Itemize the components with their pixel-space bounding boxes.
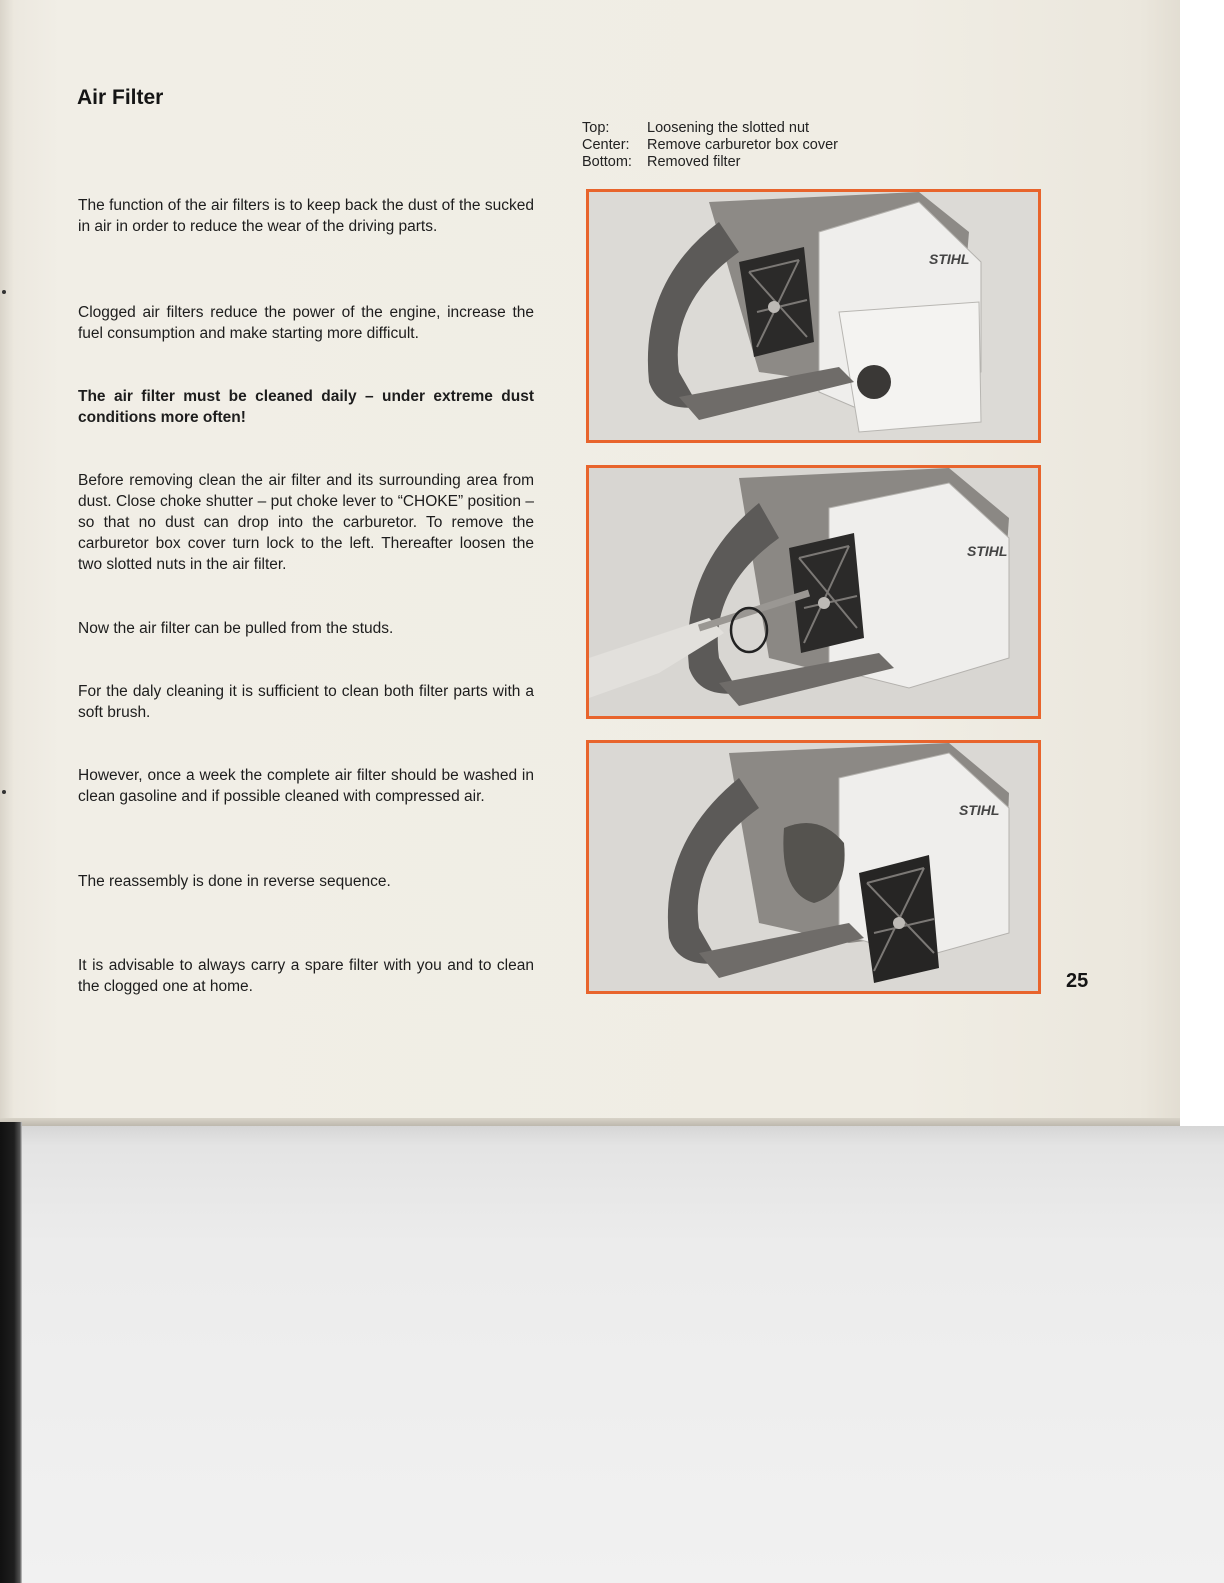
caption-key: Top:: [582, 120, 610, 136]
paragraph-function: The function of the air filters is to keep back the dust of the sucked in air in order to reduce the wear of the driving parts.: [78, 197, 534, 235]
paragraph-spare: It is advisable to always carry a spare filter with you and to clean the clogged one at home.: [78, 957, 534, 995]
brand-label: STIHL: [967, 543, 1008, 559]
scan-margin: [1180, 0, 1224, 1126]
photo-bottom: [586, 740, 1041, 994]
paragraph-weekly: However, once a week the complete air filter should be washed in clean gasoline and if possible cleaned with compressed air.: [78, 767, 534, 805]
brand-label: STIHL: [929, 251, 970, 267]
paragraph-removal: Before removing clean the air filter and its surrounding area from dust. Close choke shutter – put choke lever to “CHOKE” position – so that no dust can drop into the carburetor. To remove the carburetor box cover turn lock to the left. Thereafter loosen the two slotted nuts in the air filter.: [78, 472, 534, 573]
caption-text: Remove carburetor box cover: [647, 137, 838, 153]
caption-key: Center:: [582, 137, 630, 153]
caption-text: Removed filter: [647, 154, 741, 170]
caption-center: [582, 137, 838, 154]
chainsaw-illustration: [589, 468, 1038, 716]
brand-label: STIHL: [959, 802, 1000, 818]
scan-background: [22, 1126, 1224, 1583]
photo-center: [586, 465, 1041, 719]
caption-bottom: [582, 154, 838, 171]
paragraph-reassembly: The reassembly is done in reverse sequence.: [78, 873, 391, 890]
chainsaw-illustration: [589, 743, 1038, 991]
caption-text: Loosening the slotted nut: [647, 120, 810, 136]
paragraph-daily: For the daly cleaning it is sufficient to clean both filter parts with a soft brush.: [78, 683, 534, 721]
photo-top: [586, 189, 1041, 443]
chainsaw-illustration: [589, 192, 1038, 440]
margin-mark: [2, 790, 6, 794]
page-edge: [0, 1118, 1180, 1126]
caption-top: [582, 120, 838, 137]
paragraph-clogged: Clogged air filters reduce the power of the engine, increase the fuel consumption and make starting more difficult.: [78, 304, 534, 342]
page-number: 25: [1066, 970, 1089, 992]
paragraph-warning: The air filter must be cleaned daily – under extreme dust conditions more often!: [78, 388, 534, 426]
book-spine: [0, 1122, 22, 1583]
page-title: Air Filter: [77, 86, 164, 109]
caption-key: Bottom:: [582, 154, 632, 170]
paragraph-pull: Now the air filter can be pulled from the studs.: [78, 620, 394, 637]
photo-captions: [582, 120, 838, 171]
margin-mark: [2, 290, 6, 294]
